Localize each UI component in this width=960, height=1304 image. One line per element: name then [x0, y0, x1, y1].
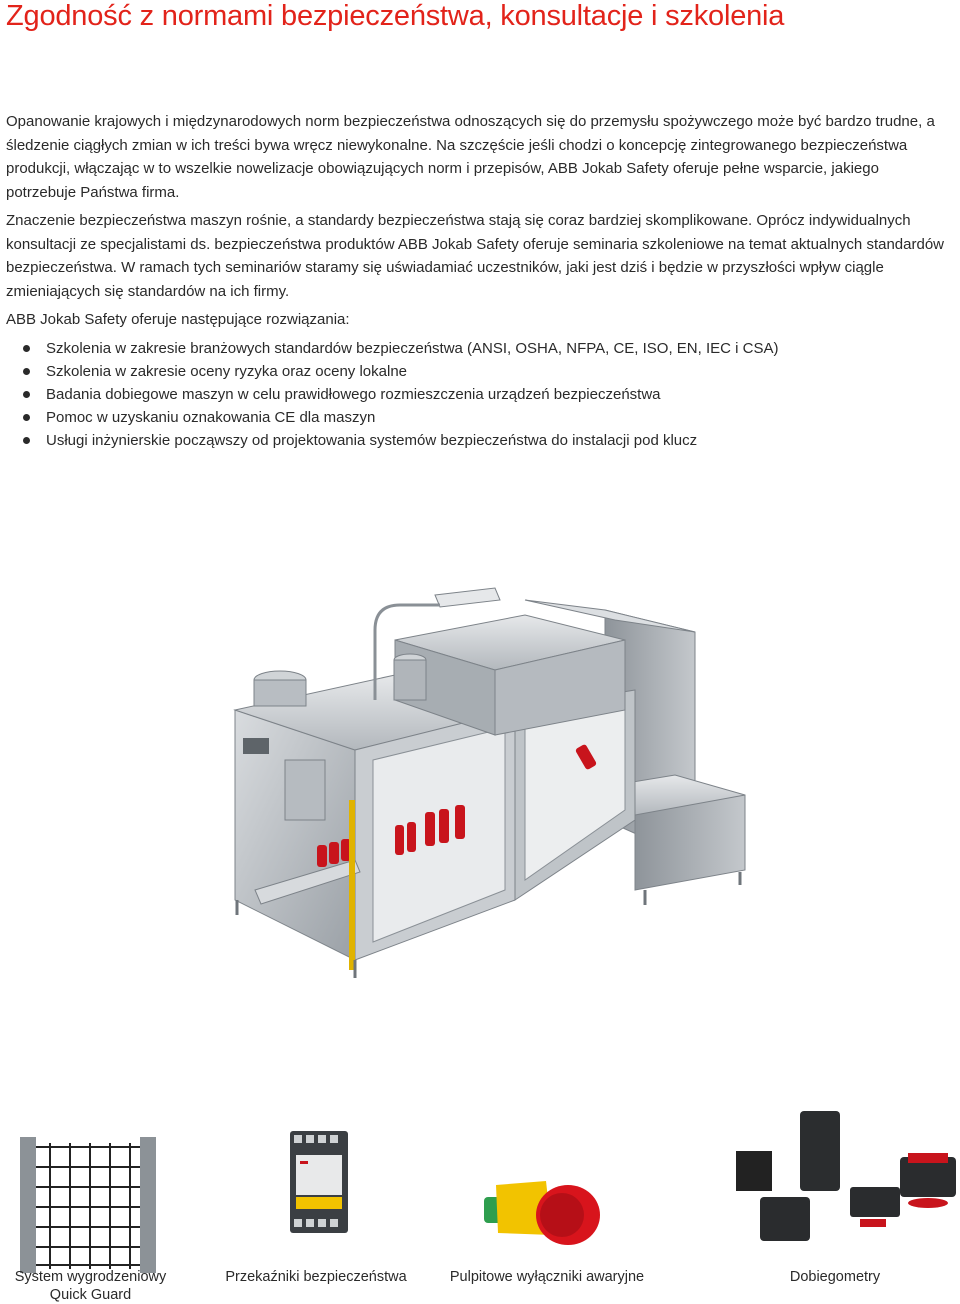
bullet-icon [23, 414, 30, 421]
list-item-text: Szkolenia w zakresie oceny ryzyka oraz oceny lokalne [46, 362, 408, 380]
body-text [6, 110, 946, 452]
list-item [6, 383, 946, 406]
list-item-text: Badania dobiegowe maszyn w celu prawidłowego rozmieszczenia urządzeń bezpieczeństwa [46, 385, 661, 403]
paragraph-intro: Opanowanie krajowych i międzynarodowych norm bezpieczeństwa odnoszących się do przemysłu spożywczego może być bardzo trudne, a śledzenie ciągłych zmian w ich treści bywa wręcz niewykonalne. Na szczęście jeśli chodzi o koncepcję zintegrowanego bezpieczeństwa produkcji, włączając w to wszelkie nowelizacje obowiązujących norm i przepisów, ABB Jokab Safety oferuje pełne wsparcie, jakiego potrzebuje Państwa firma. [6, 113, 935, 201]
emergency-stop-icon [476, 1175, 606, 1255]
paragraph-standards: Znaczenie bezpieczeństwa maszyn rośnie, a standardy bezpieczeństwa stają się coraz bardziej skomplikowane. Oprócz indywidualnych konsultacji ze specjalistami ds. bezpieczeństwa produktów ABB Jokab Safety oferuje seminaria szkoleniowe na temat aktualnych standardów bezpieczeństwa. W ramach tych seminariów staramy się uświadamiać uczestników, jaki jest dziś i będzie w przyszłości wpływ ciągle zmieniających się standardów na ich firmy. [6, 212, 944, 300]
list-item-text: Szkolenia w zakresie branżowych standardów bezpieczeństwa (ANSI, OSHA, NFPA, CE, ISO, EN, IEC i CSA) [46, 339, 779, 357]
product-caption-relays: Przekaźniki bezpieczeństwa [225, 1269, 407, 1285]
page-title: Zgodność z normami bezpieczeństwa, konsultacje i szkolenia [6, 0, 785, 32]
list-item [6, 406, 946, 429]
list-item [6, 429, 946, 452]
list-item [6, 360, 946, 383]
bullet-icon [23, 391, 30, 398]
product-caption-emergency-stops: Pulpitowe wyłączniki awaryjne [449, 1269, 645, 1285]
food-processing-machine-illustration [225, 560, 765, 990]
list-item-text: Usługi inżynierskie począwszy od projektowania systemów bezpieczeństwa do instalacji pod klucz [46, 431, 698, 449]
safety-relay-icon [286, 1127, 352, 1237]
bullet-icon [23, 368, 30, 375]
paragraph-solutions-lead: ABB Jokab Safety oferuje następujące rozwiązania: [6, 311, 350, 328]
product-caption-quick-guard: System wygrodzeniowy Quick Guard [14, 1269, 167, 1303]
product-caption-stop-time-meters: Dobiegometry [789, 1269, 881, 1285]
fence-panel-icon [18, 1135, 158, 1275]
solutions-list [6, 337, 946, 452]
list-item [6, 337, 946, 360]
bullet-icon [23, 437, 30, 444]
list-item-text: Pomoc w uzyskaniu oznakowania CE dla maszyn [46, 408, 376, 426]
stop-time-meter-icon [700, 1107, 960, 1257]
bullet-icon [23, 345, 30, 352]
